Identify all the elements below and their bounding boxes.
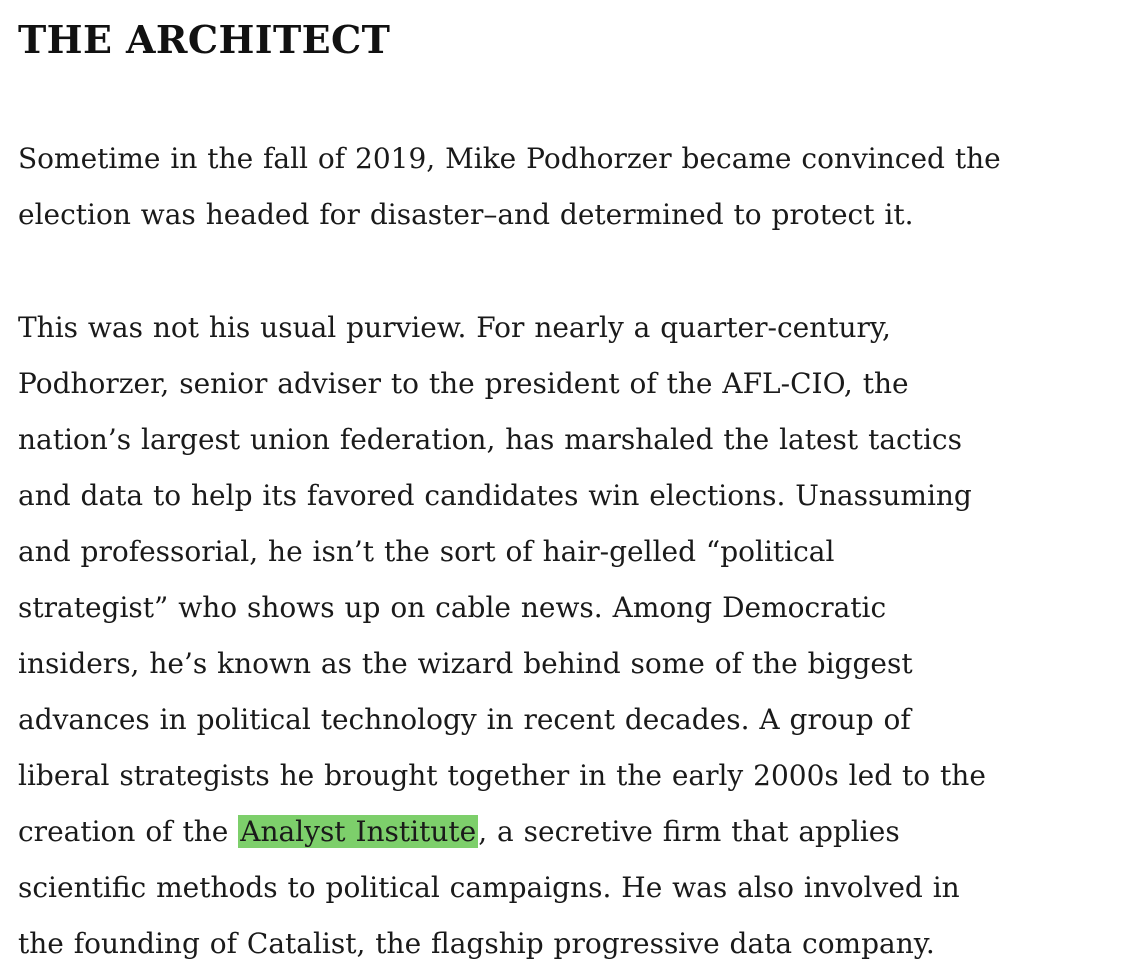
text-line: the founding of Catalist, the flagship progressive data company. — [18, 927, 935, 960]
text-line: liberal strategists he brought together in the early 2000s led to the — [18, 759, 986, 792]
text-line: This was not his usual purview. For nearly a quarter-century, — [18, 311, 891, 344]
section-heading: THE ARCHITECT — [18, 17, 391, 62]
text-line: Podhorzer, senior adviser to the president of the AFL-CIO, the — [18, 367, 909, 400]
text-line: election was headed for disaster–and determined to protect it. — [18, 198, 914, 231]
text-line: nation’s largest union federation, has marshaled the latest tactics — [18, 423, 962, 456]
text-segment: creation of the — [18, 815, 239, 848]
text-line: and professorial, he isn’t the sort of hair-gelled “political — [18, 535, 835, 568]
paragraph-body — [18, 300, 1118, 972]
article-body — [18, 0, 1118, 972]
text-line: and data to help its favored candidates win elections. Unassuming — [18, 479, 972, 512]
paragraph-intro — [18, 131, 1118, 243]
text-line: scientific methods to political campaigns. He was also involved in — [18, 871, 960, 904]
text-line: Sometime in the fall of 2019, Mike Podhorzer became convinced the — [18, 142, 1001, 175]
text-line: strategist” who shows up on cable news. Among Democratic — [18, 591, 887, 624]
text-line: insiders, he’s known as the wizard behind some of the biggest — [18, 647, 913, 680]
text-line: advances in political technology in recent decades. A group of — [18, 703, 911, 736]
text-line-with-highlight — [18, 804, 1118, 860]
text-segment: , a secretive firm that applies — [478, 815, 900, 848]
highlighted-text-analyst-institute[interactable]: Analyst Institute — [240, 815, 477, 848]
